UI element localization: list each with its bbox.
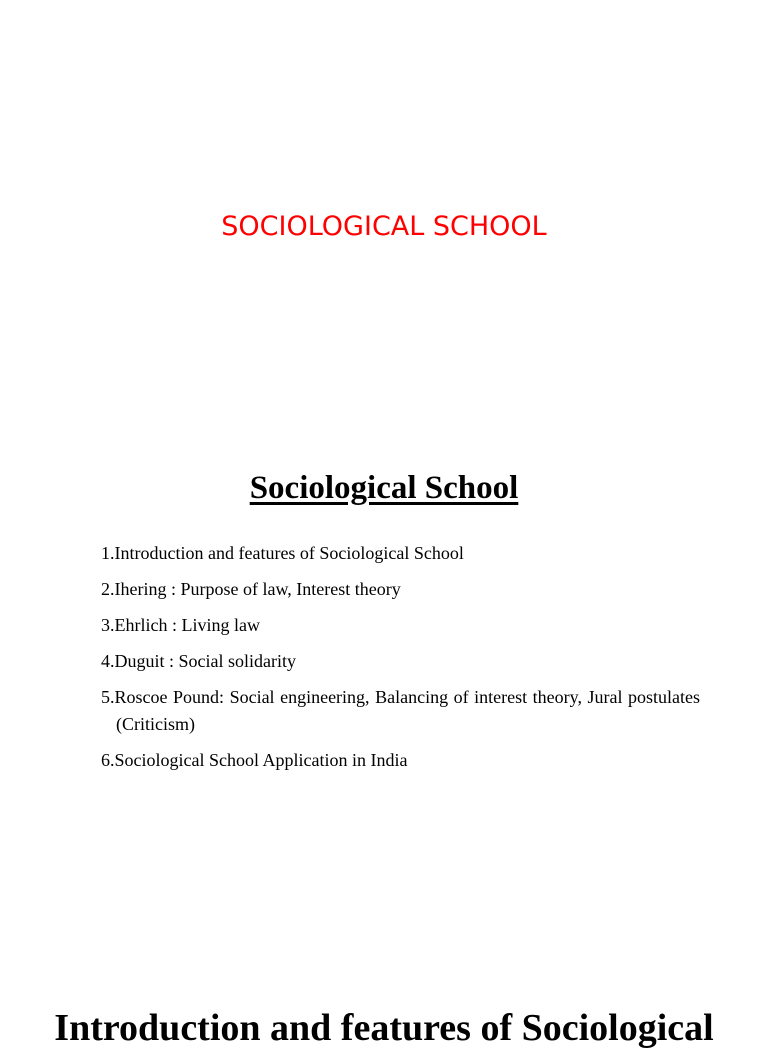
topic-item: 1.Introduction and features of Sociological School <box>101 543 464 563</box>
next-slide-heading: Introduction and features of Sociological <box>54 1007 714 1049</box>
topic-item: 2.Ihering : Purpose of law, Interest theory <box>101 579 401 599</box>
slide-heading: Sociological School <box>249 470 519 506</box>
cover-title: SOCIOLOGICAL SCHOOL <box>221 211 547 242</box>
topic-list <box>101 540 700 783</box>
topic-item: 4.Duguit : Social solidarity <box>101 651 296 671</box>
topic-item: 5.Roscoe Pound: Social engineering, Balancing of interest theory, Jural postulates (Criticism) <box>101 687 700 734</box>
topic-item: 6.Sociological School Application in India <box>101 750 408 770</box>
topic-item: 3.Ehrlich : Living law <box>101 615 260 635</box>
